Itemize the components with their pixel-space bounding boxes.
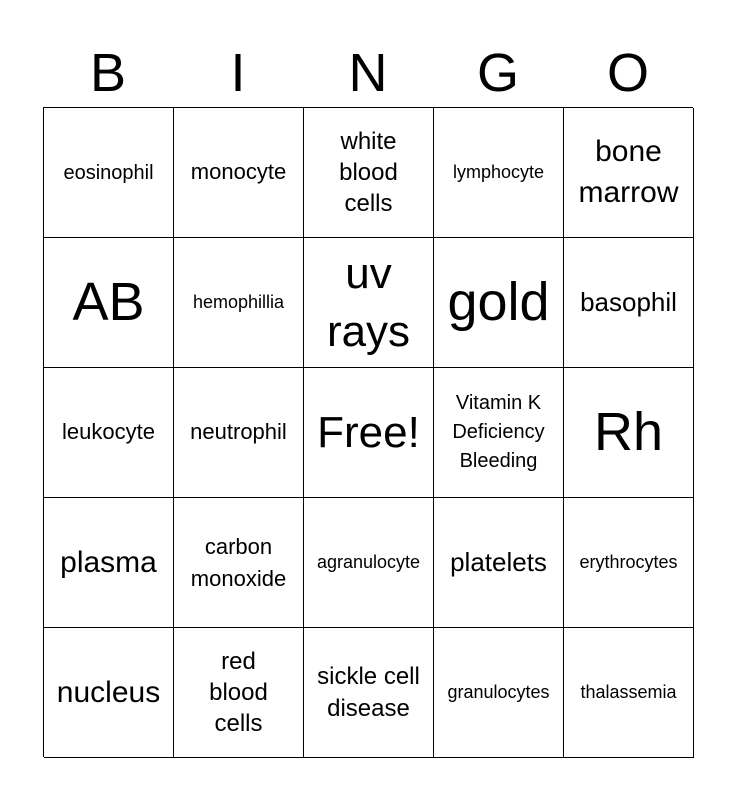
cell-text: Rh	[593, 401, 664, 462]
bingo-cell-r2-c1[interactable]	[44, 238, 174, 368]
bingo-cell-r2-c3[interactable]	[304, 238, 434, 368]
bingo-cell-r3-c1[interactable]	[44, 368, 174, 498]
bingo-cell-r4-c2[interactable]	[174, 498, 304, 628]
bingo-cell-r3-c5[interactable]	[564, 368, 694, 498]
cell-text: sickle cell disease	[317, 663, 420, 722]
cell-text: white blood cells	[339, 127, 398, 218]
cell-text: AB	[72, 271, 145, 332]
bingo-cell-r5-c2[interactable]	[174, 628, 304, 758]
cell-text: plasma	[60, 546, 157, 579]
cell-text: agranulocyte	[316, 552, 421, 572]
cell-text: hemophillia	[192, 292, 285, 312]
header-letter-b: B	[89, 43, 127, 103]
cell-text: Vitamin K Deficiency Bleeding	[452, 392, 545, 472]
cell-text: erythrocytes	[579, 552, 678, 572]
bingo-cell-r2-c4[interactable]	[434, 238, 564, 368]
bingo-cell-r2-c5[interactable]	[564, 238, 694, 368]
cell-text: red blood cells	[209, 647, 268, 738]
cell-text: neutrophil	[190, 419, 287, 445]
cell-text: carbon monoxide	[190, 533, 287, 591]
bingo-cell-r4-c1[interactable]	[44, 498, 174, 628]
bingo-header	[43, 40, 693, 106]
cell-text: monocyte	[190, 159, 287, 185]
bingo-cell-r1-c5[interactable]	[564, 108, 694, 238]
bingo-cell-r5-c3[interactable]	[304, 628, 434, 758]
bingo-cell-r1-c1[interactable]	[44, 108, 174, 238]
bingo-cell-r3-c2[interactable]	[174, 368, 304, 498]
bingo-cell-r1-c3[interactable]	[304, 108, 434, 238]
cell-text: platelets	[450, 547, 547, 577]
cell-text: bone marrow	[578, 135, 679, 209]
bingo-cell-r3-c4[interactable]	[434, 368, 564, 498]
cell-text: lymphocyte	[452, 162, 545, 182]
cell-text: eosinophil	[63, 161, 154, 184]
cell-text: uv rays	[326, 249, 411, 356]
bingo-cell-r4-c4[interactable]	[434, 498, 564, 628]
bingo-cell-r5-c5[interactable]	[564, 628, 694, 758]
header-letter-i: I	[230, 43, 246, 103]
cell-text: Free!	[317, 407, 420, 457]
bingo-cell-r5-c4[interactable]	[434, 628, 564, 758]
cell-text: thalassemia	[580, 682, 677, 702]
cell-text: gold	[447, 271, 550, 332]
cell-text: basophil	[580, 287, 677, 317]
header-letter-o: O	[606, 43, 649, 103]
cell-text: nucleus	[56, 676, 161, 709]
bingo-cell-r5-c1[interactable]	[44, 628, 174, 758]
cell-text: leukocyte	[62, 419, 155, 445]
cell-text: granulocytes	[447, 682, 550, 702]
bingo-cell-r4-c5[interactable]	[564, 498, 694, 628]
bingo-cell-r3-c3[interactable]	[304, 368, 434, 498]
bingo-board	[43, 107, 693, 757]
bingo-cell-r1-c4[interactable]	[434, 108, 564, 238]
bingo-cell-r1-c2[interactable]	[174, 108, 304, 238]
header-letter-g: G	[476, 43, 519, 103]
bingo-cell-r2-c2[interactable]	[174, 238, 304, 368]
bingo-cell-r4-c3[interactable]	[304, 498, 434, 628]
header-letter-n: N	[348, 43, 388, 103]
